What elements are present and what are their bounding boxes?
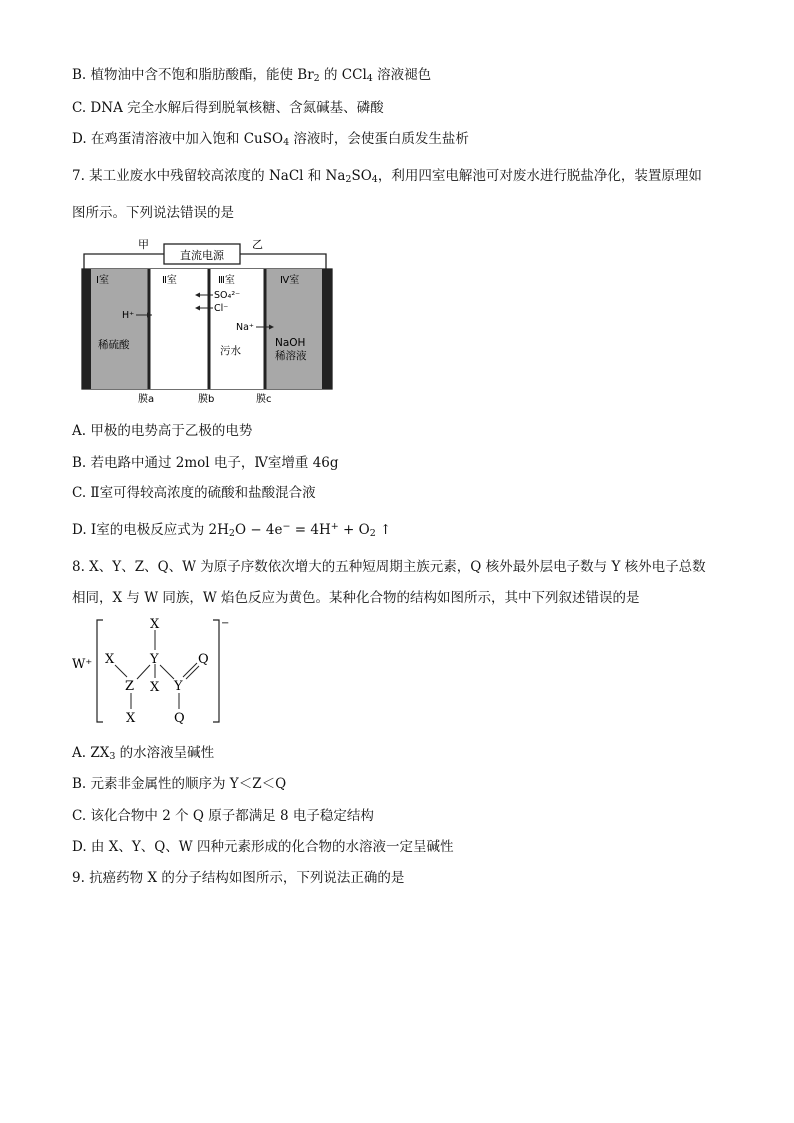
option-7c: C. Ⅱ室可得较高浓度的硫酸和盐酸混合液 bbox=[72, 485, 316, 501]
option-8c: C. 该化合物中 2 个 Q 原子都满足 8 电子稳定结构 bbox=[72, 808, 374, 824]
pole-jia-label: 甲 bbox=[138, 238, 149, 251]
option-8b: B. 元素非金属性的顺序为 Y＜Z＜Q bbox=[72, 776, 287, 792]
membrane-b bbox=[208, 269, 211, 389]
option-7b: B. 若电路中通过 2mol 电子，Ⅳ室增重 46g bbox=[72, 455, 339, 471]
bond-y1-y2 bbox=[160, 665, 174, 679]
h-ion-label: H⁺ bbox=[122, 310, 135, 321]
bond-xleft-z bbox=[115, 665, 127, 677]
membrane-c-label: 膜c bbox=[256, 394, 272, 405]
right-electrode bbox=[322, 269, 332, 389]
compound-structure-diagram bbox=[70, 615, 240, 730]
atom-y-2: Y bbox=[174, 679, 183, 694]
atom-y-1: Y bbox=[150, 652, 159, 667]
atom-x-mid: X bbox=[150, 680, 160, 695]
left-electrode bbox=[82, 269, 91, 389]
option-6d: D. 在鸡蛋清溶液中加入饱和 CuSO$_4$ 溶液时，会使蛋白质发生盐析 bbox=[72, 131, 469, 148]
atom-x-bottom: X bbox=[126, 711, 136, 726]
question-7-stem-2: 图所示。下列说法错误的是 bbox=[72, 205, 234, 221]
question-9-stem: 9. 抗癌药物 X 的分子结构如图所示，下列说法正确的是 bbox=[72, 870, 405, 886]
atom-x-top: X bbox=[150, 617, 160, 632]
liquid-1-label: 稀硫酸 bbox=[98, 339, 130, 351]
liquid-4-label-a: NaOH bbox=[275, 337, 306, 349]
charge-label: − bbox=[221, 618, 230, 629]
membrane-a-label: 膜a bbox=[138, 394, 155, 405]
atom-q-bottom: Q bbox=[174, 711, 185, 726]
question-7-stem-1: 7. 某工业废水中残留较高浓度的 NaCl 和 $Na_2SO_4$，利用四室电解池可对废水进行脱盐净化，装置原理如 bbox=[72, 168, 702, 185]
question-8-stem-1: 8. X、Y、Z、Q、W 为原子序数依次增大的五种短周期主族元素，Q 核外最外层电子数与 Y 核外电子总数 bbox=[72, 559, 706, 575]
chamber-4 bbox=[266, 269, 322, 389]
liquid-4-label-b: 稀溶液 bbox=[275, 350, 307, 362]
chamber-1 bbox=[90, 269, 148, 389]
option-6b: B. 植物油中含不饱和脂肪酸酯，能使 $Br_2$ 的 CCl$_4$ 溶液褪色 bbox=[72, 67, 432, 84]
chloride-ion-label: Cl⁻ bbox=[214, 303, 229, 314]
sodium-ion-label: Na⁺ bbox=[236, 322, 254, 333]
membrane-a bbox=[148, 269, 151, 389]
question-8-stem-2: 相同，X 与 W 同族，W 焰色反应为黄色。某种化合物的结构如图所示，其中下列叙述错误的是 bbox=[72, 590, 640, 606]
room-1-label: Ⅰ室 bbox=[96, 275, 109, 286]
right-bracket bbox=[213, 620, 219, 722]
atom-z: Z bbox=[125, 679, 135, 694]
cation-w-label: W⁺ bbox=[72, 657, 93, 672]
liquid-3-label: 污水 bbox=[220, 345, 241, 357]
option-8d: D. 由 X、Y、Q、W 四种元素形成的化合物的水溶液一定呈碱性 bbox=[72, 839, 454, 855]
option-7a: A. 甲极的电势高于乙极的电势 bbox=[72, 423, 253, 439]
option-6c: C. DNA 完全水解后得到脱氧核糖、含氮碱基、磷酸 bbox=[72, 100, 384, 116]
electrolysis-cell-diagram bbox=[72, 236, 342, 408]
chamber-2 bbox=[150, 269, 208, 389]
power-supply-label: 直流电源 bbox=[180, 249, 224, 262]
bond-y1-z bbox=[137, 665, 150, 679]
left-bracket bbox=[97, 620, 103, 722]
room-2-label: Ⅱ室 bbox=[162, 275, 177, 286]
option-8a: A. $ZX_3$ 的水溶液呈碱性 bbox=[72, 745, 215, 762]
sulfate-ion-label: SO₄²⁻ bbox=[214, 290, 241, 301]
pole-yi-label: 乙 bbox=[252, 238, 263, 251]
atom-x-left: X bbox=[105, 652, 115, 667]
room-3-label: Ⅲ室 bbox=[218, 275, 235, 286]
membrane-c bbox=[264, 269, 267, 389]
option-7d: D. Ⅰ室的电极反应式为 $2H_2O - 4e^- = 4H^+ + O_2$ ↑ bbox=[72, 521, 392, 539]
atom-q-top: Q bbox=[198, 652, 209, 667]
room-4-label: Ⅳ室 bbox=[280, 275, 300, 286]
membrane-b-label: 膜b bbox=[198, 394, 215, 405]
